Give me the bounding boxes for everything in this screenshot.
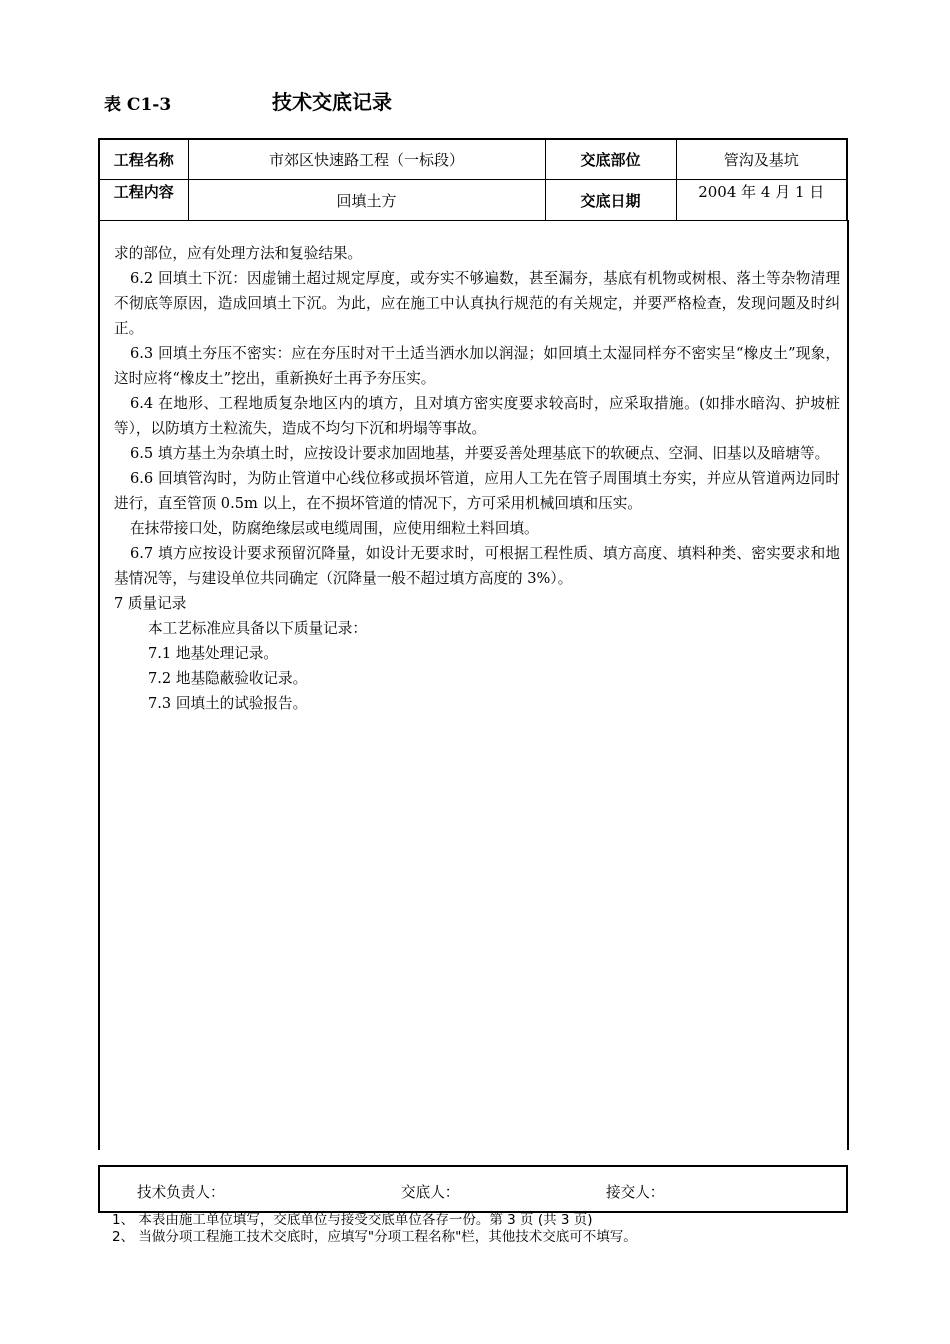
tech-lead-signature: 技术负责人： [137,1184,225,1201]
info-row-1 [99,139,847,180]
handover-part-label: 交底部位 [545,139,676,180]
handover-part-value: 管沟及基坑 [676,139,847,180]
handover-by-signature: 交底人： [401,1184,460,1201]
info-row-2 [99,180,847,221]
project-name-label: 工程名称 [99,139,188,180]
signature-row [98,1165,848,1213]
paragraph: 本工艺标准应具备以下质量记录： [148,620,367,637]
content-text [114,241,840,716]
list-item: 7.3 回填土的试验报告。 [148,695,308,712]
paragraph: 6.6 回填管沟时，为防止管道中心线位移或损坏管道，应用人工先在管子周围填土夯实，并应从管道两边同时进行，直至管顶 0.5m 以上，在不损坏管道的情况下，方可采用机械回填和压实。 [114,470,840,512]
handover-date-label: 交底日期 [545,180,676,221]
paragraph: 求的部位，应有处理方法和复验结果。 [114,245,363,262]
paragraph: 6.4 在地形、工程地质复杂地区内的填方，且对填方密实度要求较高时，应采取措施。(如排水暗沟、护坡桩等），以防填方土粒流失，造成不均匀下沉和坍塌等事故。 [114,395,840,437]
paragraph: 6.7 填方应按设计要求预留沉降量，如设计无要求时，可根据工程性质、填方高度、填料种类、密实要求和地基情况等，与建设单位共同确定（沉降量一般不超过填方高度的 3%）。 [114,545,840,587]
paragraph: 在抹带接口处，防腐绝缘层或电缆周围，应使用细粒土料回填。 [130,520,539,537]
footnotes [112,1212,637,1246]
section-heading: 7 质量记录 [114,595,187,612]
paragraph: 6.3 回填土夯压不密实：应在夯压时对干土适当洒水加以润湿；如回填土太湿同样夯不密实呈“橡皮土”现象，这时应将“橡皮土”挖出，重新换好土再予夯压实。 [114,345,840,387]
project-content-value: 回填土方 [188,180,545,221]
footnote-1: 1、 本表由施工单位填写，交底单位与接受交底单位各存一份。第 3 页 (共 3 页) [112,1212,593,1228]
project-name-value: 市郊区快速路工程（一标段） [188,139,545,180]
handover-date-value: 2004 年 4 月 1 日 [676,180,847,221]
form-code: 表 C1-3 [104,95,172,115]
paragraph: 6.5 填方基土为杂填土时，应按设计要求加固地基，并要妥善处理基底下的软硬点、空洞、旧基以及暗塘等。 [130,445,830,462]
document-title: 技术交底记录 [272,90,392,114]
list-item: 7.2 地基隐蔽验收记录。 [148,670,308,687]
project-content-label: 工程内容 [99,180,188,221]
received-by-signature: 接交人： [606,1184,665,1201]
footnote-2: 2、 当做分项工程施工技术交底时，应填写"分项工程名称"栏，其他技术交底可不填写。 [112,1229,637,1245]
list-item: 7.1 地基处理记录。 [148,645,279,662]
paragraph: 6.2 回填土下沉：因虚铺土超过规定厚度，或夯实不够遍数，甚至漏夯，基底有机物或树根、落土等杂物清理不彻底等原因，造成回填土下沉。为此，应在施工中认真执行规范的有关规定，并要严格检查，发现问题及时纠正。 [114,270,840,337]
info-table [98,138,848,221]
